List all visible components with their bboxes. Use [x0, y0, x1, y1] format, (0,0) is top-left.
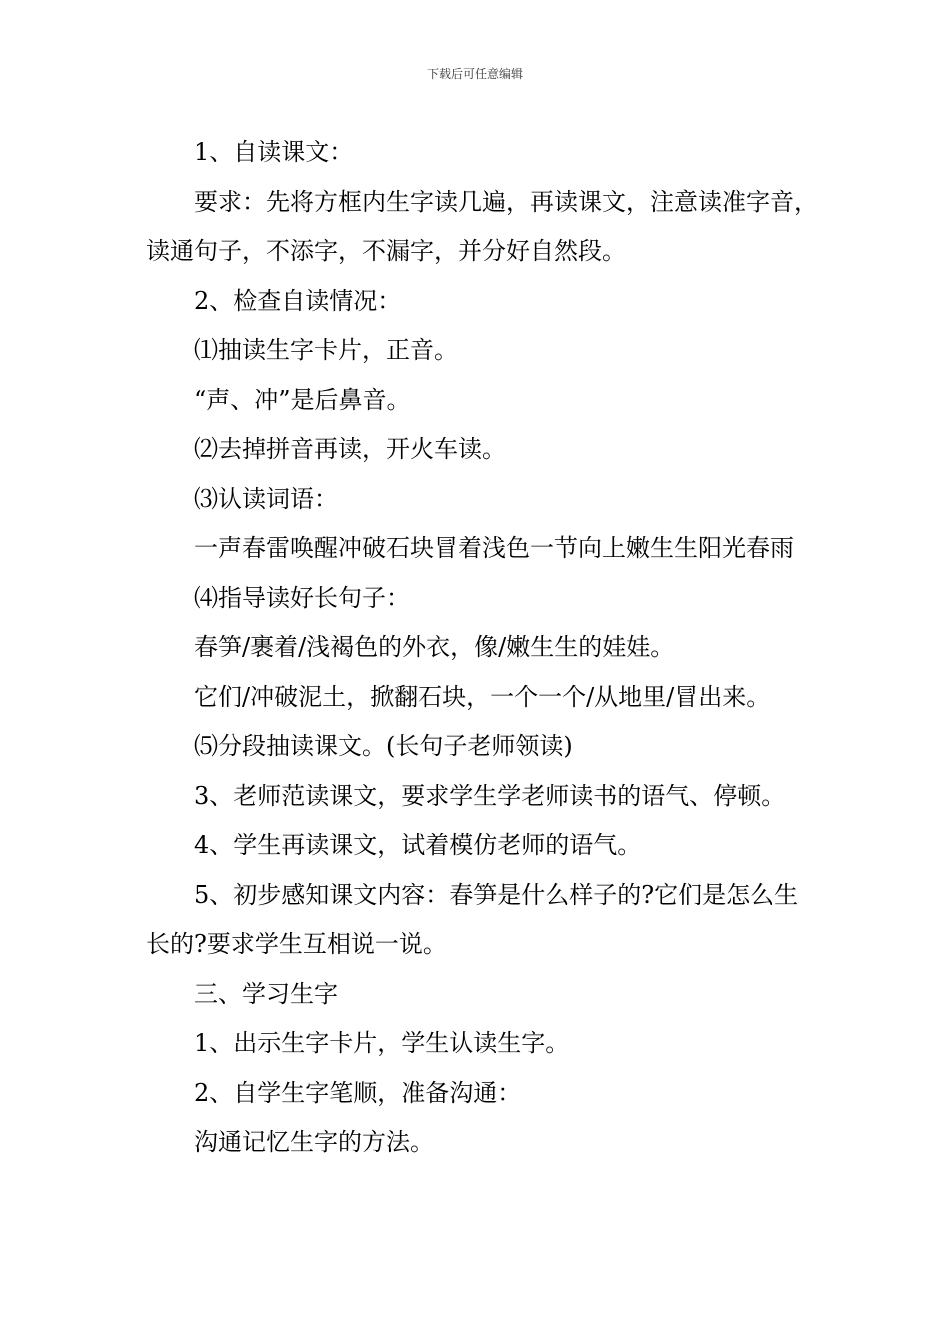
paragraph: ⑴抽读生字卡片，正音。 — [194, 336, 458, 364]
section-heading: 三、学习生字 — [194, 979, 338, 1008]
paragraph: ⑶认读词语： — [194, 484, 338, 513]
paragraph: 4、学生再读课文，试着模仿老师的语气。 — [194, 831, 642, 859]
paragraph: 沟通记忆生字的方法。 — [194, 1128, 434, 1156]
paragraph: ⑸分段抽读课文。(长句子老师领读) — [194, 732, 573, 760]
paragraph: “声、冲”是后鼻音。 — [194, 385, 411, 414]
paragraph: 3、老师范读课文，要求学生学老师读书的语气、停顿。 — [194, 781, 786, 810]
paragraph: 1、自读课文： — [194, 138, 354, 166]
paragraph: ⑵去掉拼音再读，开火车读。 — [194, 435, 506, 463]
paragraph: 2、自学生字笔顺，准备沟通： — [194, 1078, 522, 1107]
document-body — [146, 128, 818, 1168]
paragraph: 一声春雷唤醒冲破石块冒着浅色一节向上嫩生生阳光春雨 — [194, 534, 794, 562]
paragraph: ⑷指导读好长句子： — [194, 583, 410, 612]
paragraph: 它们/冲破泥土，掀翻石块，一个一个/从地里/冒出来。 — [194, 682, 771, 711]
paragraph: 1、出示生字卡片，学生认读生字。 — [194, 1029, 570, 1057]
paragraph: 2、检查自读情况： — [194, 286, 402, 315]
paragraph: 5、初步感知课文内容：春笋是什么样子的?它们是怎么生长的?要求学生互相说一说。 — [146, 880, 799, 958]
paragraph: 要求：先将方框内生字读几遍，再读课文，注意读准字音，读通句子，不添字，不漏字，并分好自然段。 — [146, 187, 818, 265]
page-header: 下载后可任意编辑 — [426, 67, 523, 81]
paragraph: 春笋/裹着/浅褐色的外衣，像/嫩生生的娃娃。 — [194, 633, 675, 661]
